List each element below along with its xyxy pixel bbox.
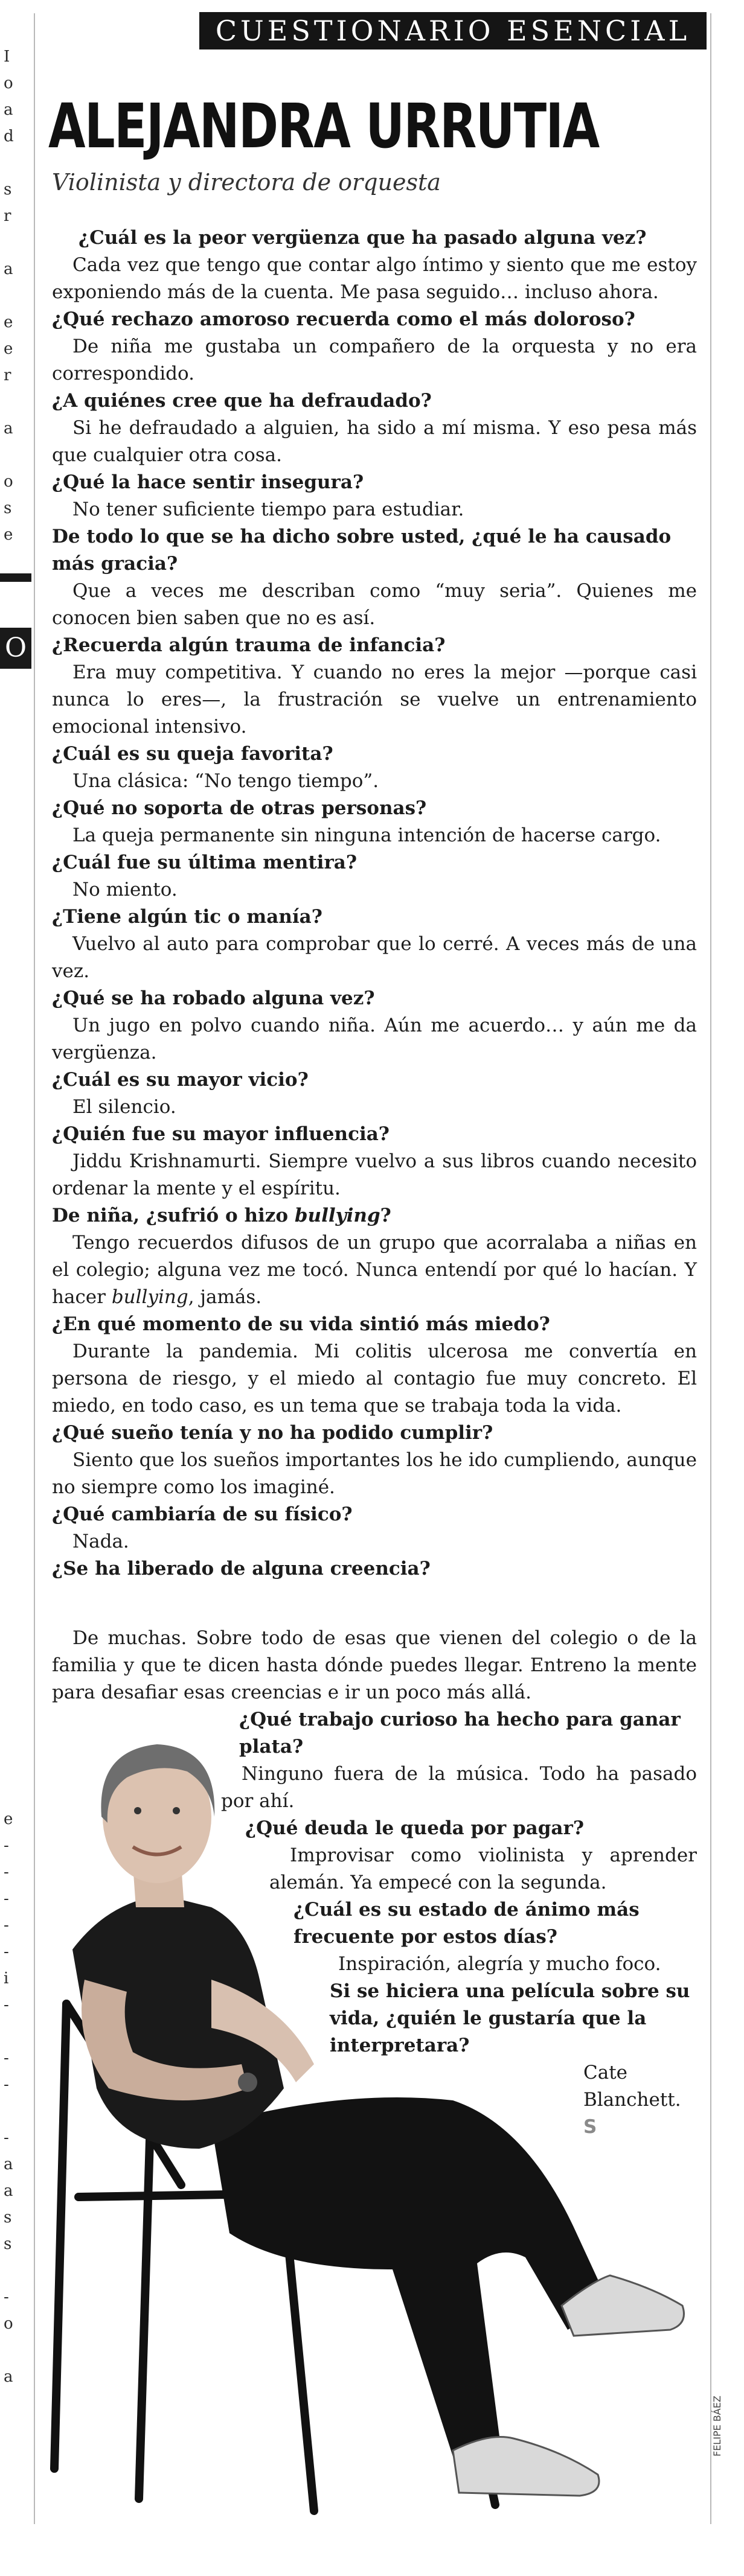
shoe-left (453, 2437, 599, 2496)
answer: El silencio. (72, 1096, 176, 1118)
gutter-letter: - (4, 2288, 9, 2306)
gutter-letter: s (4, 180, 12, 199)
photo-credit: FELIPE BÁEZ (711, 2396, 723, 2456)
gutter-letter: e (4, 526, 13, 544)
gutter-letter: - (4, 2076, 9, 2094)
gutter-letter: I (4, 48, 10, 66)
question: De todo lo que se ha dicho sobre usted, ¿qué le ha causado más gracia? (52, 526, 672, 575)
gutter-letter: i (4, 1969, 9, 1988)
answer: Ninguno fuera de la música. Todo ha pasado por ahí. (221, 1763, 697, 1812)
answer-emphasis: bullying (111, 1286, 188, 1308)
answer: Cada vez que tengo que contar algo íntimo y siento que me estoy exponiendo más de la cuenta. Me pasa seguido… incluso ahora. (52, 254, 697, 303)
gutter-letter: o (4, 2315, 13, 2333)
gutter-letter: s (4, 499, 12, 517)
answer: Improvisar como violinista y aprender alemán. Ya empecé con la segunda. (269, 1844, 697, 1893)
answer: No tener suficiente tiempo para estudiar. (72, 499, 464, 520)
answer: Que a veces me describan como “muy seria”. Quienes me conocen bien saben que no es así. (52, 580, 697, 629)
question: ¿Qué se ha robado alguna vez? (52, 987, 375, 1009)
answer: Una clásica: “No tengo tiempo”. (72, 770, 379, 792)
answer: Nada. (72, 1531, 129, 1552)
gutter-letter: - (4, 1837, 9, 1855)
answer: Vuelvo al auto para comprobar que lo cerré. A veces más de una vez. (52, 933, 697, 982)
gutter-letter: a (4, 2182, 13, 2200)
question: ¿Cuál es su queja favorita? (52, 743, 333, 765)
gutter-letter: o (4, 473, 13, 491)
gutter-letter: s (4, 2208, 12, 2227)
gutter-letter: - (4, 2049, 9, 2067)
person-role: Violinista y directora de orquesta (52, 169, 441, 196)
question: ¿Cuál es su estado de ánimo más frecuente por estos días? (293, 1899, 640, 1948)
interview-body (52, 225, 697, 1583)
gutter-letter: s (4, 2235, 12, 2253)
question: ¿Qué cambiaría de su físico? (52, 1503, 353, 1525)
question: ¿Se ha liberado de alguna creencia? (52, 1558, 431, 1580)
question: ¿Qué rechazo amoroso recuerda como el más doloroso? (52, 308, 635, 330)
question: ¿Qué no soporta de otras personas? (52, 797, 427, 819)
gutter-letter: - (4, 1943, 9, 1961)
gutter-letter: - (4, 1996, 9, 2014)
answer-text: , jamás. (188, 1286, 262, 1308)
gutter-letter: a (4, 419, 13, 438)
question: ¿Qué sueño tenía y no ha podido cumplir? (52, 1422, 493, 1444)
gutter-letter: a (4, 2368, 13, 2386)
gutter-letter: - (4, 1890, 9, 1908)
gutter-letter: a (4, 2155, 13, 2173)
question (52, 1202, 697, 1229)
gutter-letter: d (4, 127, 14, 145)
gutter-letter: e (4, 340, 13, 358)
answer: Durante la pandemia. Mi colitis ulcerosa me convertía en persona de riesgo, y el miedo al contagio fue muy concreto. El miedo, en todo caso, es un tema que se trabaja toda la vida. (52, 1341, 697, 1417)
answer-text: Tengo recuerdos difusos de un grupo que acorralaba a niñas en el colegio; alguna vez me tocó. Nunca entendí por qué lo hacían. Y hacer (52, 1232, 697, 1308)
gutter-letter: r (4, 207, 11, 225)
answer: Un jugo en polvo cuando niña. Aún me acuerdo… y aún me da vergüenza. (52, 1015, 697, 1063)
question: ¿Cuál fue su última mentira? (52, 852, 358, 873)
answer: Si he defraudado a alguien, ha sido a mí misma. Y eso pesa más que cualquier otra cosa. (52, 417, 697, 466)
adjacent-page-box: O (0, 628, 31, 669)
question: ¿Qué la hace sentir insegura? (52, 471, 364, 493)
gutter-letter: o (4, 74, 13, 92)
answer: Inspiración, alegría y mucho foco. (338, 1953, 661, 1975)
question-text: ? (380, 1205, 391, 1226)
answer: Siento que los sueños importantes los he ido cumpliendo, aunque no siempre como los imaginé. (52, 1449, 697, 1498)
gutter-letter: a (4, 101, 13, 119)
end-mark: S (583, 2116, 597, 2138)
gutter-letter: e (4, 1810, 13, 1828)
trouser-legs (211, 2097, 610, 2456)
adjacent-rule (0, 573, 31, 582)
gutter-letter: - (4, 1916, 9, 1934)
question: ¿Cuál es la peor vergüenza que ha pasado alguna vez? (79, 227, 647, 249)
person-name: ALEJANDRA URRUTIA (48, 91, 599, 162)
question: ¿Recuerda algún trauma de infancia? (52, 634, 446, 656)
answer: No miento. (72, 879, 178, 901)
adjacent-column-fragment (0, 0, 27, 2576)
gutter-letter: - (4, 2129, 9, 2147)
answer (52, 2059, 697, 2141)
answer: De muchas. Sobre todo de esas que vienen del colegio o de la familia y que te dicen hasta dónde puedes llegar. Entreno la mente para desafiar esas creencias e ir un poco más allá. (52, 1627, 697, 1703)
answer: Era muy competitiva. Y cuando no eres la mejor —porque casi nunca lo eres—, la frustración se vuelve un entrenamiento emocional intensivo. (52, 662, 697, 738)
question-emphasis: bullying (294, 1205, 380, 1226)
answer: Jiddu Krishnamurti. Siempre vuelvo a sus libros cuando necesito ordenar la mente y el espíritu. (52, 1150, 697, 1199)
question: ¿Quién fue su mayor influencia? (52, 1123, 390, 1145)
answer (52, 1229, 697, 1311)
section-banner: CUESTIONARIO ESENCIAL (199, 12, 707, 49)
question: ¿Qué trabajo curioso ha hecho para ganar plata? (239, 1709, 681, 1758)
answer-text: Cate Blanchett. (583, 2062, 681, 2111)
gutter-letter: a (4, 260, 13, 278)
question: ¿Qué deuda le queda por pagar? (245, 1817, 584, 1839)
column-divider-right (710, 13, 711, 2524)
interview-body-lower (52, 1625, 697, 2141)
gutter-letter: e (4, 313, 13, 331)
gutter-letter: r (4, 366, 11, 384)
answer: La queja permanente sin ninguna intención de hacerse cargo. (72, 824, 661, 846)
question-text: De niña, ¿sufrió o hizo (52, 1205, 295, 1226)
question: ¿Cuál es su mayor vicio? (52, 1069, 309, 1091)
gutter-letter: - (4, 1863, 9, 1881)
question: ¿A quiénes cree que ha defraudado? (52, 390, 432, 412)
question: ¿En qué momento de su vida sintió más miedo? (52, 1313, 550, 1335)
answer: De niña me gustaba un compañero de la orquesta y no era correspondido. (52, 336, 697, 384)
question: ¿Tiene algún tic o manía? (52, 906, 322, 928)
question: Si se hiciera una película sobre su vida, ¿quién le gustaría que la interpretara? (330, 1980, 690, 2056)
